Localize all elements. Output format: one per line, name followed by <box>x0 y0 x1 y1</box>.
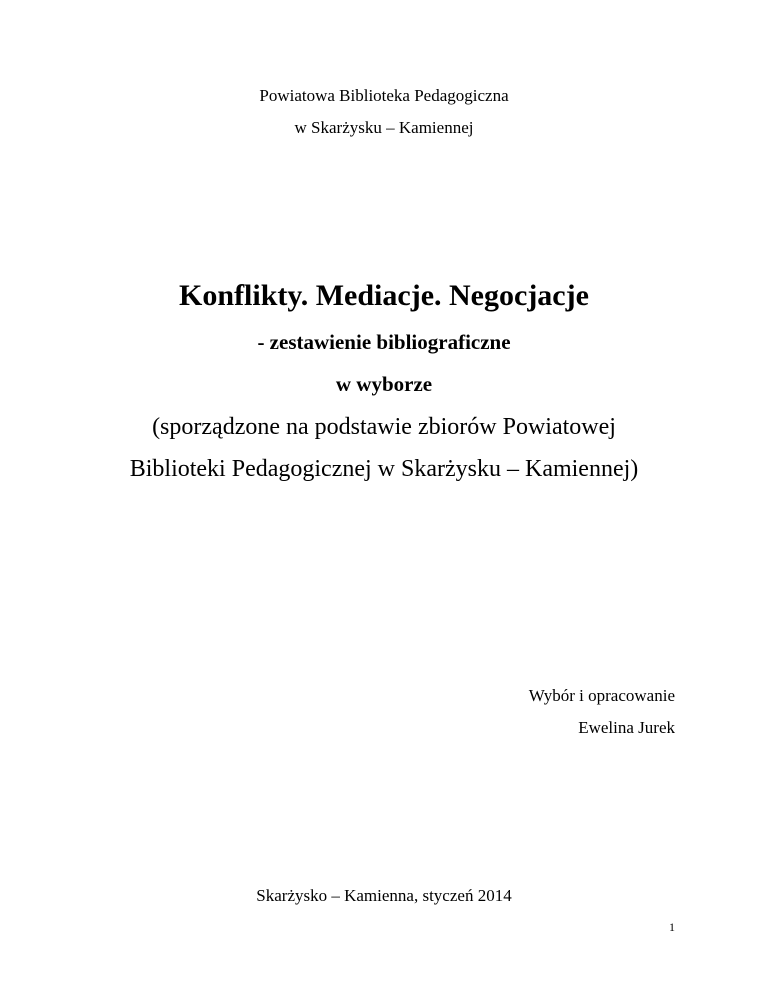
document-subtitle-qualifier: w wyborze <box>335 372 433 396</box>
place-and-date: Skarżysko – Kamienna, styczeń 2014 <box>256 886 512 905</box>
source-note-line1: (sporządzone na podstawie zbiorów Powiatowej <box>152 414 616 440</box>
page-number: 1 <box>669 920 675 934</box>
document-title: Konflikty. Mediacje. Negocjacje <box>179 279 589 312</box>
source-note-line2: Biblioteki Pedagogicznej w Skarżysku – Kamiennej) <box>129 456 639 482</box>
institution-location: w Skarżysku – Kamiennej <box>294 118 474 137</box>
credits-author: Ewelina Jurek <box>578 718 675 737</box>
institution-name: Powiatowa Biblioteka Pedagogiczna <box>259 86 509 105</box>
credits-label: Wybór i opracowanie <box>528 686 675 705</box>
document-subtitle: - zestawienie bibliograficzne <box>257 330 511 354</box>
